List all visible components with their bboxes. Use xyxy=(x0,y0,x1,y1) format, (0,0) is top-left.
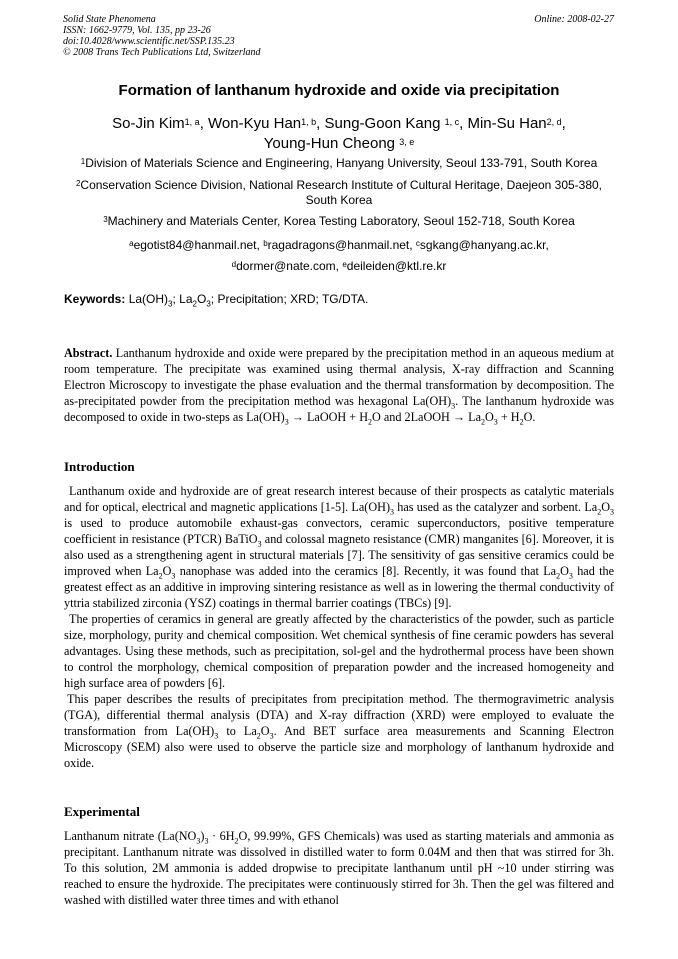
email: $^c$sgkang@hanyang.ac.kr, xyxy=(415,238,549,252)
email: $^d$dormer@nate.com, xyxy=(231,259,339,273)
keyword: Precipitation; xyxy=(217,292,287,306)
author: Min-Su Han$^{2, d}$ xyxy=(467,115,562,132)
issn-line: ISSN: 1662-9779, Vol. 135, pp 23-26 xyxy=(63,25,211,36)
abstract-label: Abstract. xyxy=(64,346,113,360)
keywords-line: Keywords: $La(OH)_3$; $La_2O_3$; Precipitation; XRD; TG/DTA. xyxy=(64,292,369,309)
email: $^a$egotist84@hanmail.net, xyxy=(129,238,260,252)
email: $^b$ragadragons@hanmail.net, xyxy=(263,238,413,252)
author: Won-Kyu Han$^{1, b}$ xyxy=(208,115,317,132)
journal-name: Solid State Phenomena xyxy=(63,14,156,25)
journal-header xyxy=(63,14,261,58)
affiliation-2: $^2$Conservation Science Division, National Research Institute of Cultural Heritage, Daejeon 305-380, South Korea xyxy=(75,178,603,207)
affiliation-1: $^1$Division of Materials Science and Engineering, Hanyang University, Seoul 133-791, South Korea xyxy=(80,156,598,170)
author: Young-Hun Cheong $^{3, e}$ xyxy=(263,135,415,152)
section-heading-introduction: Introduction xyxy=(64,459,135,474)
paragraph: This paper describes the results of precipitates from precipitation method. The thermogravimetric analysis (TGA), differential thermal analysis (DTA) and X-ray diffraction (XRD) were employed to evaluate the transformation from $La(OH)_3$ to $La_2O_3$. And BET surface area measurements and Scanning Electron Microscopy (SEM) also were used to observe the particle size and morphology of lanthanum hydroxide and oxide. xyxy=(64,692,614,770)
paragraph: Lanthanum nitrate ($La(NO_3)_3 \cdot 6H_2O$, 99.99%, GFS Chemicals) was used as starting materials and ammonia as precipitant. Lanthanum nitrate was dissolved in distilled water to form 0.04M and then that was stirred for 3h. To this solution, 2M ammonia is added dropwise to precipitate lanthanum until pH ~10 under stirring was reached to ensure the hydroxide. The precipitates were continuously stirred for 3h. Then the gel was filtered and washed with distilled water three times and with ethanol xyxy=(64,829,614,907)
paragraph: The properties of ceramics in general are greatly affected by the characteristics of the powder, such as particle size, morphology, purity and chemical composition. Wet chemical synthesis of fine ceramic powders has several advantages. Using these methods, such as precipitation, sol-gel and the hydrothermal process have been shown to control the morphology, chemical composition of preparation powder and the increased homogeneity and high surface area of powders [6]. xyxy=(64,612,614,690)
paragraph: Lanthanum oxide and hydroxide are of great research interest because of their prospects as catalytic materials and for optical, electrical and magnetic applications [1-5]. $La(OH)_3$ has used as the catalyzer and sorbent. $La_2O_3$ is used to produce automobile exhaust-gas convectors, ceramic superconductors, positive temperature coefficient in resistance (PTCR) BaTiO$_3$ and colossal magneto resistance (CMR) manganites [6]. Moreover, it is also used as a strengthening agent in structural materials [7]. The sensitivity of gas sensitive ceramics could be improved when $La_2O_3$ nanophase was added into the ceramics [8]. Recently, it was found that $La_2O_3$ had the greatest effect as an additive in improving sintering resistance as well as in lowering the thermal conductivity of yttria stabilized zirconia (YSZ) coatings in thermal barrier coatings (TBCs) [9]. xyxy=(64,484,614,610)
copyright-line: © 2008 Trans Tech Publications Ltd, Switzerland xyxy=(63,47,261,58)
online-date: Online: 2008-02-27 xyxy=(534,14,614,25)
affiliation-3: $^3$Machinery and Materials Center, Korea Testing Laboratory, Seoul 152-718, South Korea xyxy=(103,214,575,228)
paper-title: Formation of lanthanum hydroxide and oxide via precipitation xyxy=(118,82,560,99)
author: So-Jin Kim$^{1, a}$ xyxy=(112,115,200,132)
email-list xyxy=(60,235,618,277)
introduction-body xyxy=(64,483,614,771)
keywords-label: Keywords: xyxy=(64,292,126,306)
section-heading-experimental: Experimental xyxy=(64,804,140,819)
author-list: So-Jin Kim$^{1, a}$, Won-Kyu Han$^{1, b}$, Sung-Goon Kang $^{1, c}$, Min-Su Han$^{2, d}$, Young-Hun Cheong $^{3, e}$ xyxy=(112,115,566,152)
author: Sung-Goon Kang $^{1, c}$ xyxy=(324,115,460,132)
keyword: XRD; xyxy=(290,292,319,306)
email: $^e$deileiden@ktl.re.kr xyxy=(342,259,447,273)
keyword: TG/DTA. xyxy=(321,292,369,306)
doi-line: doi:10.4028/www.scientific.net/SSP.135.23 xyxy=(63,36,235,47)
experimental-body xyxy=(64,828,614,908)
abstract: Abstract. Lanthanum hydroxide and oxide were prepared by the precipitation method in an aqueous medium at room temperature. The precipitate was examined using thermal analysis, X-ray diffraction and Scanning Electron Microscopy to investigate the phase evaluation and the thermal transformation by decomposition. The as-precipitated powder from the precipitation method was hexagonal $La(OH)_3$. The lanthanum hydroxide was decomposed to oxide in two-steps as $La(OH)_3$ → LaOOH + $H_2O$ and 2LaOOH → $La_2O_3 + H_2O$. xyxy=(64,346,615,427)
